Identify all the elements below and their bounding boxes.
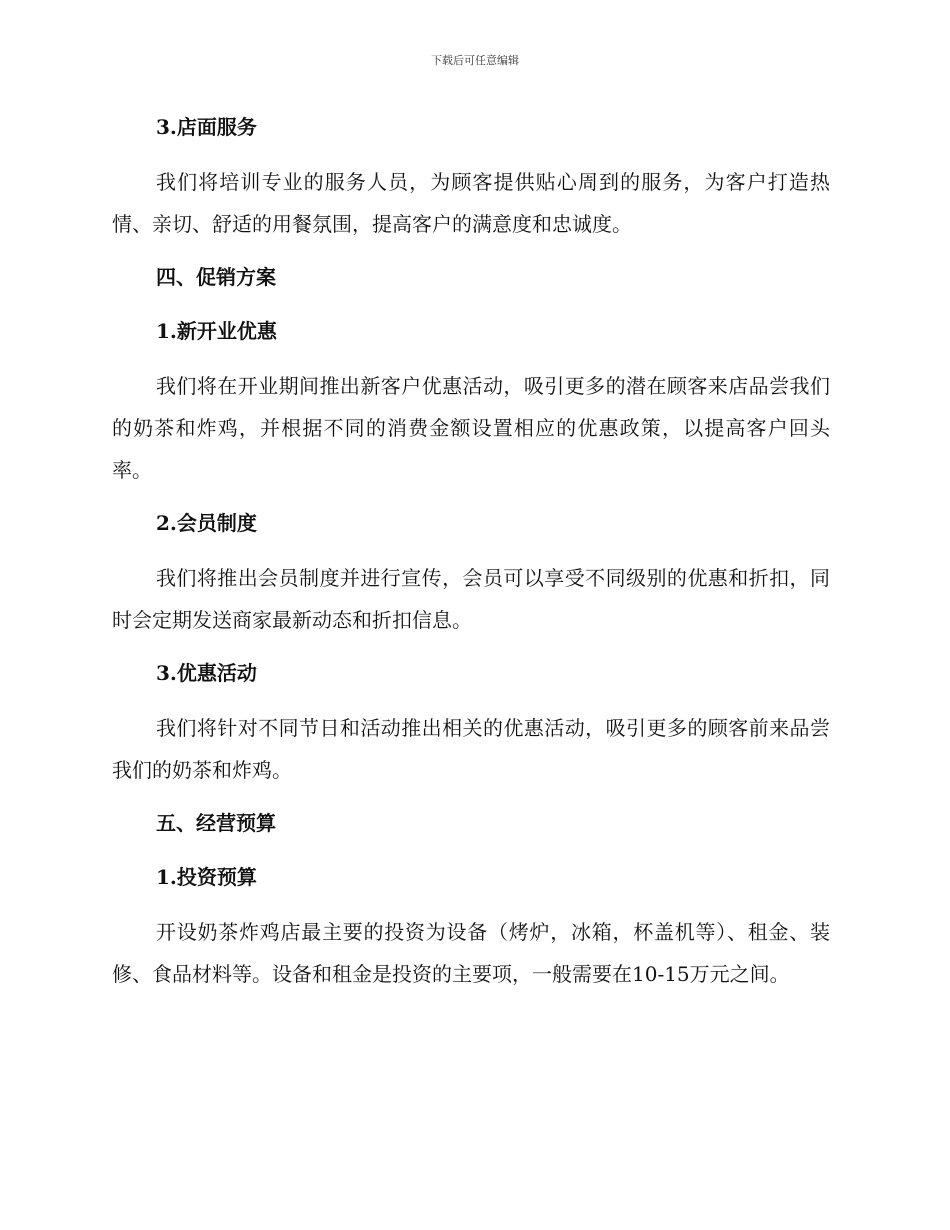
- paragraph-discount-events: 我们将针对不同节日和活动推出相关的优惠活动，吸引更多的顾客前来品尝我们的奶茶和炸鸡。: [112, 716, 830, 782]
- paragraph-membership: 我们将推出会员制度并进行宣传，会员可以享受不同级别的优惠和折扣，同时会定期发送商家最新动态和折扣信息。: [112, 566, 830, 632]
- page-header: 下载后可任意编辑: [431, 54, 519, 67]
- section-heading-membership: 2.会员制度: [156, 511, 257, 535]
- section-heading-investment-budget: 1.投资预算: [156, 865, 257, 889]
- document-body: [112, 108, 830, 995]
- paragraph-investment-budget: 开设奶茶炸鸡店最主要的投资为设备（烤炉，冰箱，杯盖机等）、租金、装修、食品材料等。设备和租金是投资的主要项，一般需要在10-15万元之间。: [112, 920, 830, 986]
- section-heading-operating-budget: 五、经营预算: [156, 811, 276, 835]
- paragraph-storefront-service: 我们将培训专业的服务人员，为顾客提供贴心周到的服务，为客户打造热情、亲切、舒适的用餐氛围，提高客户的满意度和忠诚度。: [112, 170, 830, 236]
- section-heading-discount-events: 3.优惠活动: [156, 661, 257, 685]
- section-heading-promotion-plan: 四、促销方案: [156, 265, 276, 289]
- section-heading-new-opening-offer: 1.新开业优惠: [156, 319, 277, 343]
- section-heading-storefront-service: 3.店面服务: [156, 115, 257, 139]
- paragraph-new-opening-offer: 我们将在开业期间推出新客户优惠活动，吸引更多的潜在顾客来店品尝我们的奶茶和炸鸡，并根据不同的消费金额设置相应的优惠政策，以提高客户回头率。: [112, 374, 830, 482]
